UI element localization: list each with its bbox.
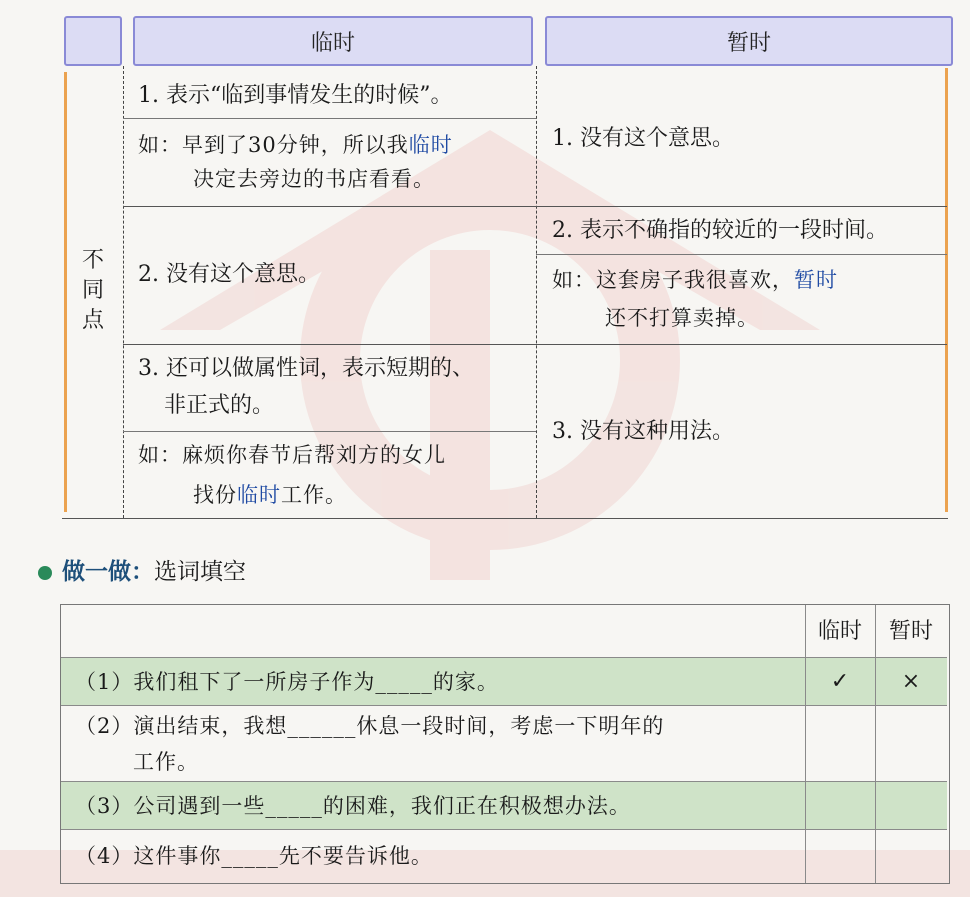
zanshi-example-2-line2: 还不打算卖掉。 (605, 306, 759, 330)
mark-zanshi-1: × (901, 669, 921, 694)
col-header-linshi: 临时 (817, 619, 862, 644)
linshi-point-3: 3. 还可以做属性词，表示短期的、 (138, 356, 474, 381)
divider (61, 657, 947, 658)
header-linshi: 临时 (133, 16, 533, 66)
divider (123, 344, 947, 345)
linshi-point-2: 2. 没有这个意思。 (138, 262, 320, 287)
bullet-icon (38, 566, 52, 580)
accent-bar-left (64, 72, 67, 512)
exercise-1: （1）我们租下了一所房子作为_____的家。 (75, 670, 499, 694)
linshi-point-3-line2: 非正式的。 (164, 393, 275, 418)
divider-dashed (123, 66, 124, 518)
zanshi-point-2: 2. 表示不确指的较近的一段时间。 (552, 218, 888, 243)
exercise-4: （4）这件事你_____先不要告诉他。 (75, 844, 433, 868)
highlight-word: 临时 (408, 133, 453, 157)
linshi-example-1-line2: 决定去旁边的书店看看。 (193, 167, 435, 191)
practice-table (60, 604, 950, 884)
header-zanshi: 暂时 (545, 16, 953, 66)
highlight-word: 临时 (237, 483, 281, 507)
linshi-example-3: 如：麻烦你春节后帮刘方的女儿 (138, 443, 446, 467)
divider (61, 705, 947, 706)
divider (536, 254, 947, 255)
exercise-3: （3）公司遇到一些_____的困难，我们正在积极想办法。 (75, 794, 631, 818)
exercise-2-line2: 工作。 (133, 750, 199, 774)
mark-linshi-1: ✓ (830, 669, 850, 694)
divider (61, 781, 947, 782)
divider-dashed (536, 66, 537, 518)
header-empty-cell (64, 16, 122, 66)
divider (123, 118, 536, 119)
linshi-example-3-line2: 找份临时工作。 (193, 483, 347, 507)
divider (123, 431, 536, 432)
accent-bar-right (945, 68, 948, 512)
zanshi-example-2: 如：这套房子我很喜欢，暂时 (552, 268, 838, 292)
practice-heading: 做一做：选词填空 (38, 553, 246, 586)
linshi-point-1: 1. 表示“临到事情发生的时候”。 (138, 83, 453, 108)
linshi-example-1: 如：早到了30分钟，所以我临时 (138, 133, 453, 157)
row-label-differences: 不 同 点 (81, 248, 104, 333)
col-header-zanshi: 暂时 (888, 619, 933, 644)
divider (61, 829, 947, 830)
zanshi-point-1: 1. 没有这个意思。 (552, 126, 734, 151)
divider (62, 518, 948, 519)
divider (123, 206, 947, 207)
exercise-2: （2）演出结束，我想______休息一段时间，考虑一下明年的 (75, 714, 665, 738)
highlight-word: 暂时 (794, 268, 838, 292)
zanshi-point-3: 3. 没有这种用法。 (552, 419, 734, 444)
